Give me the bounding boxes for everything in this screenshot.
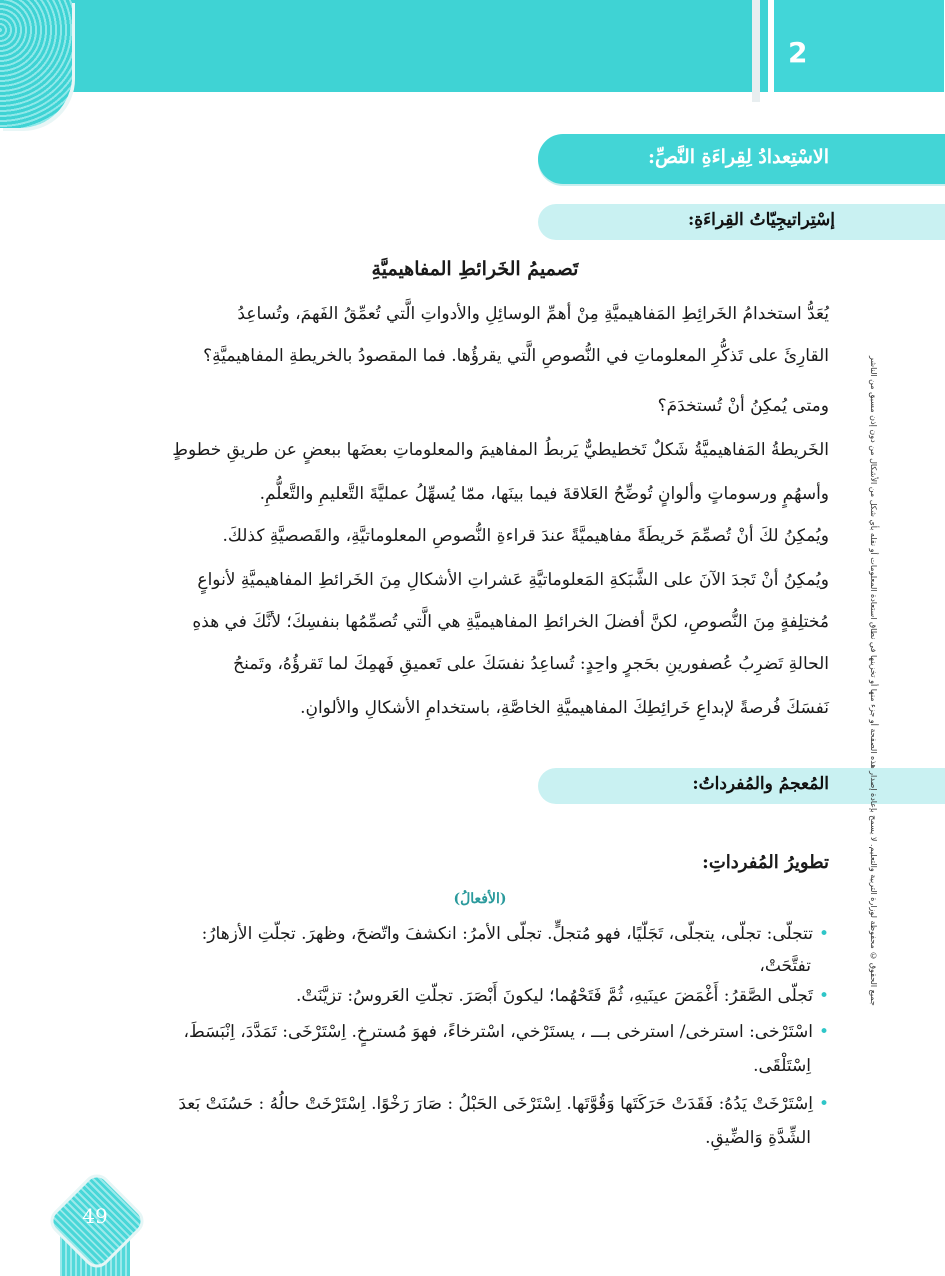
- vocab-bullet-text: تَجلّى الصَّقرُ: أَغْمَضَ عينَيهِ، ثُمَّ فَتَحْهُما؛ ليكونَ أَبْصَرَ. تجلّتِ العَروسُ: تزيَّنَتْ.: [295, 986, 813, 1006]
- chapter-number: 2: [788, 36, 808, 69]
- body-line: القارِئَ على تَذكُّرِ المعلوماتِ في النُّصوصِ الَّتي يقرؤُها. فما المقصودُ بالخريطةِ المفاهيميَّةِ؟: [203, 346, 829, 366]
- vocab-heading: المُعجمُ والمُفرداتُ:: [692, 774, 829, 794]
- body-line: الحالةِ تَضرِبُ عُصفورينِ بحَجرٍ واحِدٍ: تُساعِدُ نفسَكَ على تَعميقِ فَهمِكَ لما تَقرؤُهُ، وتَمنحُ: [233, 654, 829, 674]
- bullet-icon: •: [818, 924, 829, 944]
- vocab-bullet: [178, 1094, 829, 1114]
- bullet-icon: •: [818, 986, 829, 1006]
- copyright-note: جميع الحقوق © محفوظة لوزارة التربية والتعليم. لا يسمح بإعادة إصدار هذه الصفحة أو جزء منها أو تخزينها في نطاق استعادة المعلومات أو نقله بأي شكل من الأشكال من دون إذن مسبق من الناشر: [869, 356, 878, 1006]
- corner-decoration: [0, 0, 72, 128]
- body-line: مُختلِفةٍ مِنَ النُّصوصِ، لكنَّ أفضلَ الخرائطِ المفاهيميَّةِ هي الَّتي تُصمِّمُها بنفسِكَ؛ لأنَّكَ في هذهِ: [192, 612, 829, 632]
- body-line: ويُمكِنُ أنْ تَجدَ الآنَ على الشَّبَكةِ المَعلوماتيَّةِ عَشراتِ الأشكالِ مِنَ الخَرائطِ المفاهيميَّةِ لأنواعٍ: [197, 570, 829, 590]
- verbs-label: (الأفعالُ): [453, 891, 507, 907]
- body-line: ومتى يُمكِنُ أنْ تُستخدَمَ؟: [657, 396, 829, 416]
- body-line: ويُمكِنُ لكَ أنْ تُصمِّمَ خَريطَةً مفاهيميَّةً عندَ قراءةِ النُّصوصِ المعلوماتيَّةِ، والقَصصيَّةِ كذلكَ.: [222, 526, 829, 546]
- article-title: تَصميمُ الخَرائطِ المفاهيميَّةِ: [371, 258, 579, 280]
- vocab-bullet: [296, 986, 829, 1006]
- vocab-continuation: تفتَّحَتْ،: [759, 956, 811, 976]
- body-line: نَفسَكَ فُرصةً لإبداعِ خَرائِطِكَ المفاهيميَّةِ الخاصَّةِ، باستخدامِ الأشكالِ والألوانِ.: [300, 698, 829, 718]
- vocab-bullet-text: اِسْتَرْخَتْ يَدُهُ: فَقَدَتْ حَرَكَتَها وَقُوَّتَها. اِسْتَرْخَى الحَبْلُ : صَارَ رَخْوًا. اِسْتَرْخَتْ حالُهُ : حَسُنَتْ بَعدَ: [178, 1094, 813, 1114]
- page-number: 49: [82, 1204, 108, 1228]
- main-heading: الاسْتِعدادُ لِقِراءَةِ النَّصِّ:: [647, 146, 829, 168]
- vocab-bullet-text: اسْتَرْخى: استرخى/ استرخى بـــ ، يستَرْخي، اسْترخاءً، فهوَ مُسترخٍ. اِسْتَرْخَى: تَمَدَّدَ، اِنْبَسَطَ،: [183, 1022, 813, 1042]
- vocab-bullet-text: تتجلّى: تجلّى، يتجلّى، تَجَلّيًا، فهو مُتجلٍّ. تجلّى الأمرُ: انكشفَ واتّضحَ، وظهرَ. تجلّتِ الأزهارُ:: [201, 924, 813, 944]
- body-line: يُعَدُّ استخدامُ الخَرائِطِ المَفاهيميَّةِ مِنْ أهمِّ الوسائِلِ والأدواتِ الَّتي تُعمِّقُ الفَهمَ، وتُساعِدُ: [237, 304, 829, 324]
- bullet-icon: •: [818, 1022, 829, 1042]
- chapter-tab-shadow: [752, 0, 760, 102]
- vocab-bullet: [184, 1022, 829, 1042]
- body-line: الخَريطةُ المَفاهيميَّةُ شَكلٌ تَخطيطيٌّ يَربطُ المفاهيمَ والمعلوماتِ بعضَها ببعضٍ عن طريقِ خطوطٍ: [172, 440, 829, 460]
- vocab-continuation: الشِّدَّةِ وَالضِّيقِ.: [705, 1128, 811, 1148]
- sub-heading: إسْتِراتيجِيّاتُ القِراءَةِ:: [687, 210, 835, 230]
- vocab-continuation: اِسْتَلْقَى.: [753, 1056, 811, 1076]
- vocab-bullet: [202, 924, 829, 944]
- body-line: وأسهُمٍ ورسوماتٍ وألوانٍ تُوضِّحُ العَلاقةَ فيما بينَها، ممّا يُسهِّلُ عمليَّةَ التَّعليمِ والتَّعلُّمِ.: [259, 484, 829, 504]
- vocab-subheading: تطويرُ المُفرداتِ:: [702, 852, 829, 873]
- bullet-icon: •: [818, 1094, 829, 1114]
